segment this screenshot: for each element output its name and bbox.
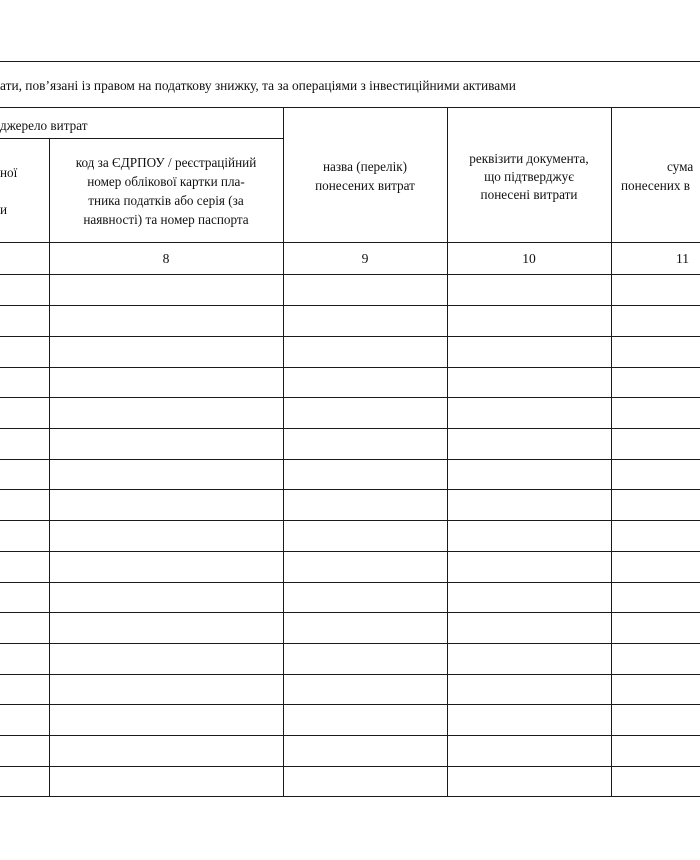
row-line	[0, 520, 700, 521]
col8-header-line-2: номер облікової картки пла-	[87, 174, 245, 189]
col8-header-line-1: код за ЄДРПОУ / реєстраційний	[75, 155, 257, 170]
title-bottom-line	[0, 107, 700, 108]
row-line	[0, 397, 700, 398]
col10-header-line-1: реквізити документа,	[469, 151, 589, 166]
col9-header-line-1: назва (перелік)	[322, 159, 408, 174]
row-line	[0, 704, 700, 705]
col10-header-line-2: що підтверджує	[484, 169, 574, 184]
row-line	[0, 459, 700, 460]
col8-number: 8	[162, 251, 170, 266]
row-line	[0, 305, 700, 306]
row-line	[0, 735, 700, 736]
row-line	[0, 643, 700, 644]
top-border-line	[0, 61, 700, 62]
col9-header-line-2: понесених витрат	[315, 178, 415, 193]
header-bottom-line	[0, 242, 700, 243]
left-fragment-1: ної	[0, 165, 18, 180]
vertical-line-col10-left	[447, 107, 448, 797]
col10-number: 10	[522, 251, 536, 266]
row-line	[0, 274, 700, 275]
row-line	[0, 428, 700, 429]
col11-number: 11	[676, 251, 690, 266]
row-line	[0, 612, 700, 613]
left-fragment-2: и	[0, 202, 8, 217]
col8-header-line-4: наявності) та номер паспорта	[83, 212, 249, 227]
row-line	[0, 582, 700, 583]
table-bottom-line	[0, 796, 700, 797]
group-header: джерело витрат	[0, 118, 88, 133]
vertical-line-col8-left	[49, 138, 50, 797]
vertical-line-col11-left	[611, 107, 612, 797]
row-line	[0, 674, 700, 675]
col8-header-line-3: тника податків або серія (за	[88, 193, 244, 208]
col11-header-line-2: понесених в	[621, 178, 690, 193]
row-line	[0, 336, 700, 337]
col9-number: 9	[361, 251, 369, 266]
row-line	[0, 766, 700, 767]
section-title: ати, пов’язані із правом на податкову знижку, та за операціями з інвестиційними активами	[0, 78, 516, 93]
row-line	[0, 367, 700, 368]
row-line	[0, 551, 700, 552]
vertical-line-col9-left	[283, 107, 284, 797]
group-header-bottom-line	[0, 138, 283, 139]
col10-header-line-3: понесені витрати	[480, 187, 578, 202]
row-line	[0, 489, 700, 490]
col11-header-line-1: сума	[667, 159, 694, 174]
